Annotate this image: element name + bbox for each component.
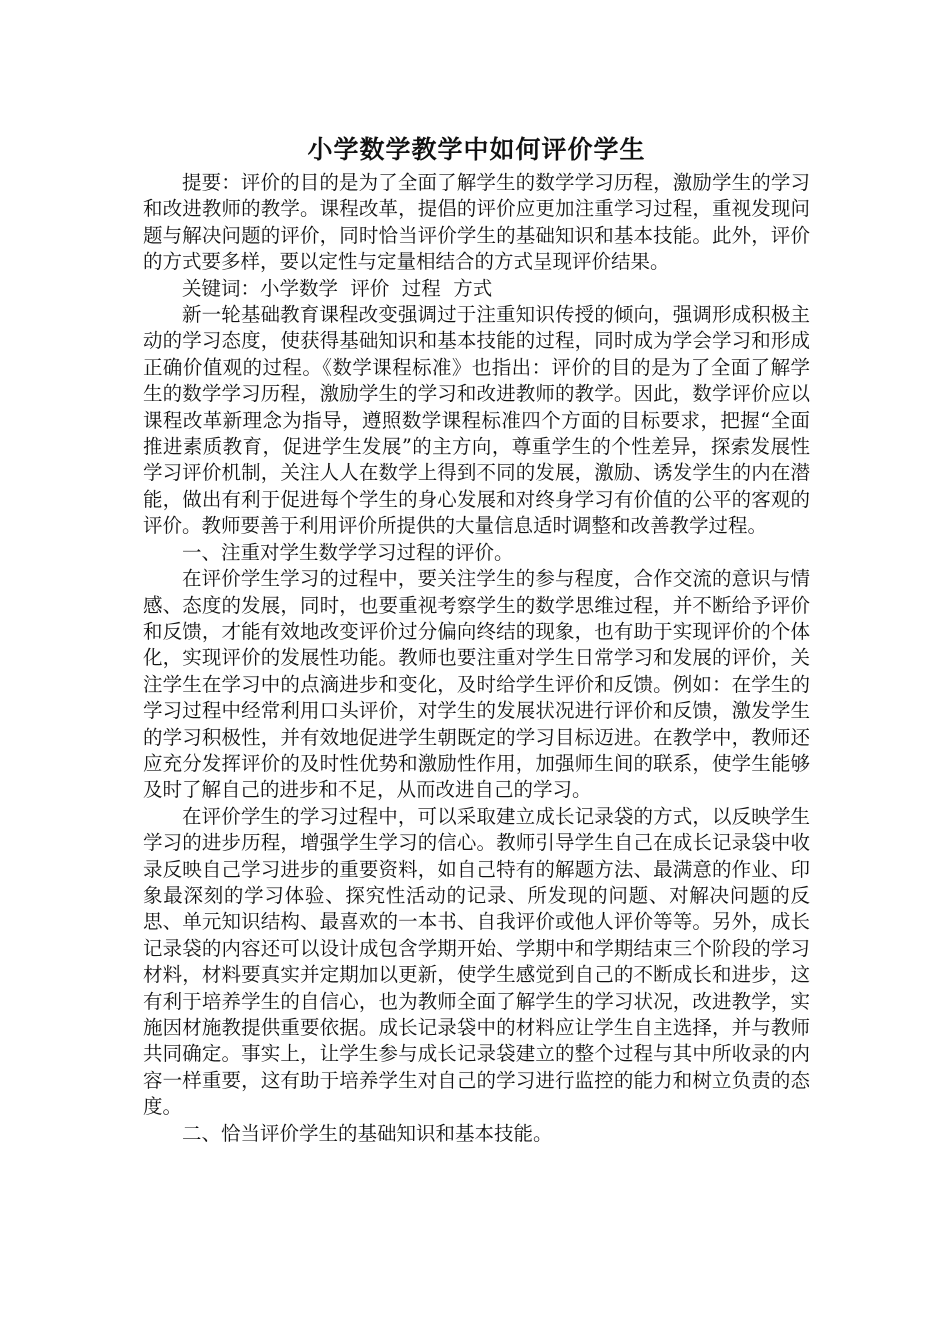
section-1-heading: 一、注重对学生数学学习过程的评价。 <box>182 540 514 564</box>
section-2-heading: 二、恰当评价学生的基础知识和基本技能。 <box>182 1121 553 1145</box>
keywords-line: 关键词：小学数学 评价 过程 方式 <box>182 276 493 300</box>
document-page <box>143 130 810 1147</box>
section-1-paragraph-1: 在评价学生学习的过程中，要关注学生的参与程度，合作交流的意识与情感、态度的发展，同时，也要重视考察学生的数学思维过程，并不断给予评价和反馈，才能有效地改变评价过分偏向终结的现象，也有助于实现评价的个体化，实现评价的发展性功能。教师也要注重对学生日常学习和发展的评价，关注学生在学习中的点滴进步和变化，及时给学生评价和反馈。例如：在学生的学习过程中经常利用口头评价，对学生的发展状况进行评价和反馈，激发学生的学习积极性，并有效地促进学生朝既定的学习目标迈进。在教学中，教师还应充分发挥评价的及时性优势和激励性作用，加强师生间的联系，使学生能够及时了解自己的进步和不足，从而改进自己的学习。 <box>143 567 810 802</box>
section-1-paragraph-2: 在评价学生的学习过程中，可以采取建立成长记录袋的方式，以反映学生学习的进步历程，增强学生学习的信心。教师引导学生自己在成长记录袋中收录反映自己学习进步的重要资料，如自己特有的解题方法、最满意的作业、印象最深刻的学习体验、探究性活动的记录、所发现的问题、对解决问题的反思、单元知识结构、最喜欢的一本书、自我评价或他人评价等等。另外，成长记录袋的内容还可以设计成包含学期开始、学期中和学期结束三个阶段的学习材料，材料要真实并定期加以更新，使学生感觉到自己的不断成长和进步，这有利于培养学生的自信心，也为教师全面了解学生的学习状况，改进教学，实施因材施教提供重要依据。成长记录袋中的材料应让学生自主选择，并与教师共同确定。事实上，让学生参与成长记录袋建立的整个过程与其中所收录的内容一样重要，这有助于培养学生对自己的学习进行监控的能力和树立负责的态度。 <box>143 804 810 1119</box>
intro-paragraph: 新一轮基础教育课程改变强调过于注重知识传授的倾向，强调形成积极主动的学习态度，使获得基础知识和基本技能的过程，同时成为学会学习和形成正确价值观的过程。《数学课程标准》也指出：评价的目的是为了全面了解学生的数学学习历程，激励学生的学习和改进教师的教学。因此，数学评价应以课程改革新理念为指导，遵照数学课程标准四个方面的目标要求，把握“全面推进素质教育，促进学生发展”的主方向，尊重学生的个性差异，探索发展性学习评价机制，关注人人在数学上得到不同的发展，激励、诱发学生的内在潜能，做出有利于促进每个学生的身心发展和对终身学习有价值的公平的客观的评价。教师要善于利用评价所提供的大量信息适时调整和改善教学过程。 <box>143 303 810 538</box>
document-title: 小学数学教学中如何评价学生 <box>307 135 646 164</box>
abstract-paragraph: 提要：评价的目的是为了全面了解学生的数学学习历程，激励学生的学习和改进教师的教学。课程改革，提倡的评价应更加注重学习过程，重视发现问题与解决问题的评价，同时恰当评价学生的基础知识和基本技能。此外，评价的方式要多样，要以定性与定量相结合的方式呈现评价结果。 <box>143 171 810 274</box>
